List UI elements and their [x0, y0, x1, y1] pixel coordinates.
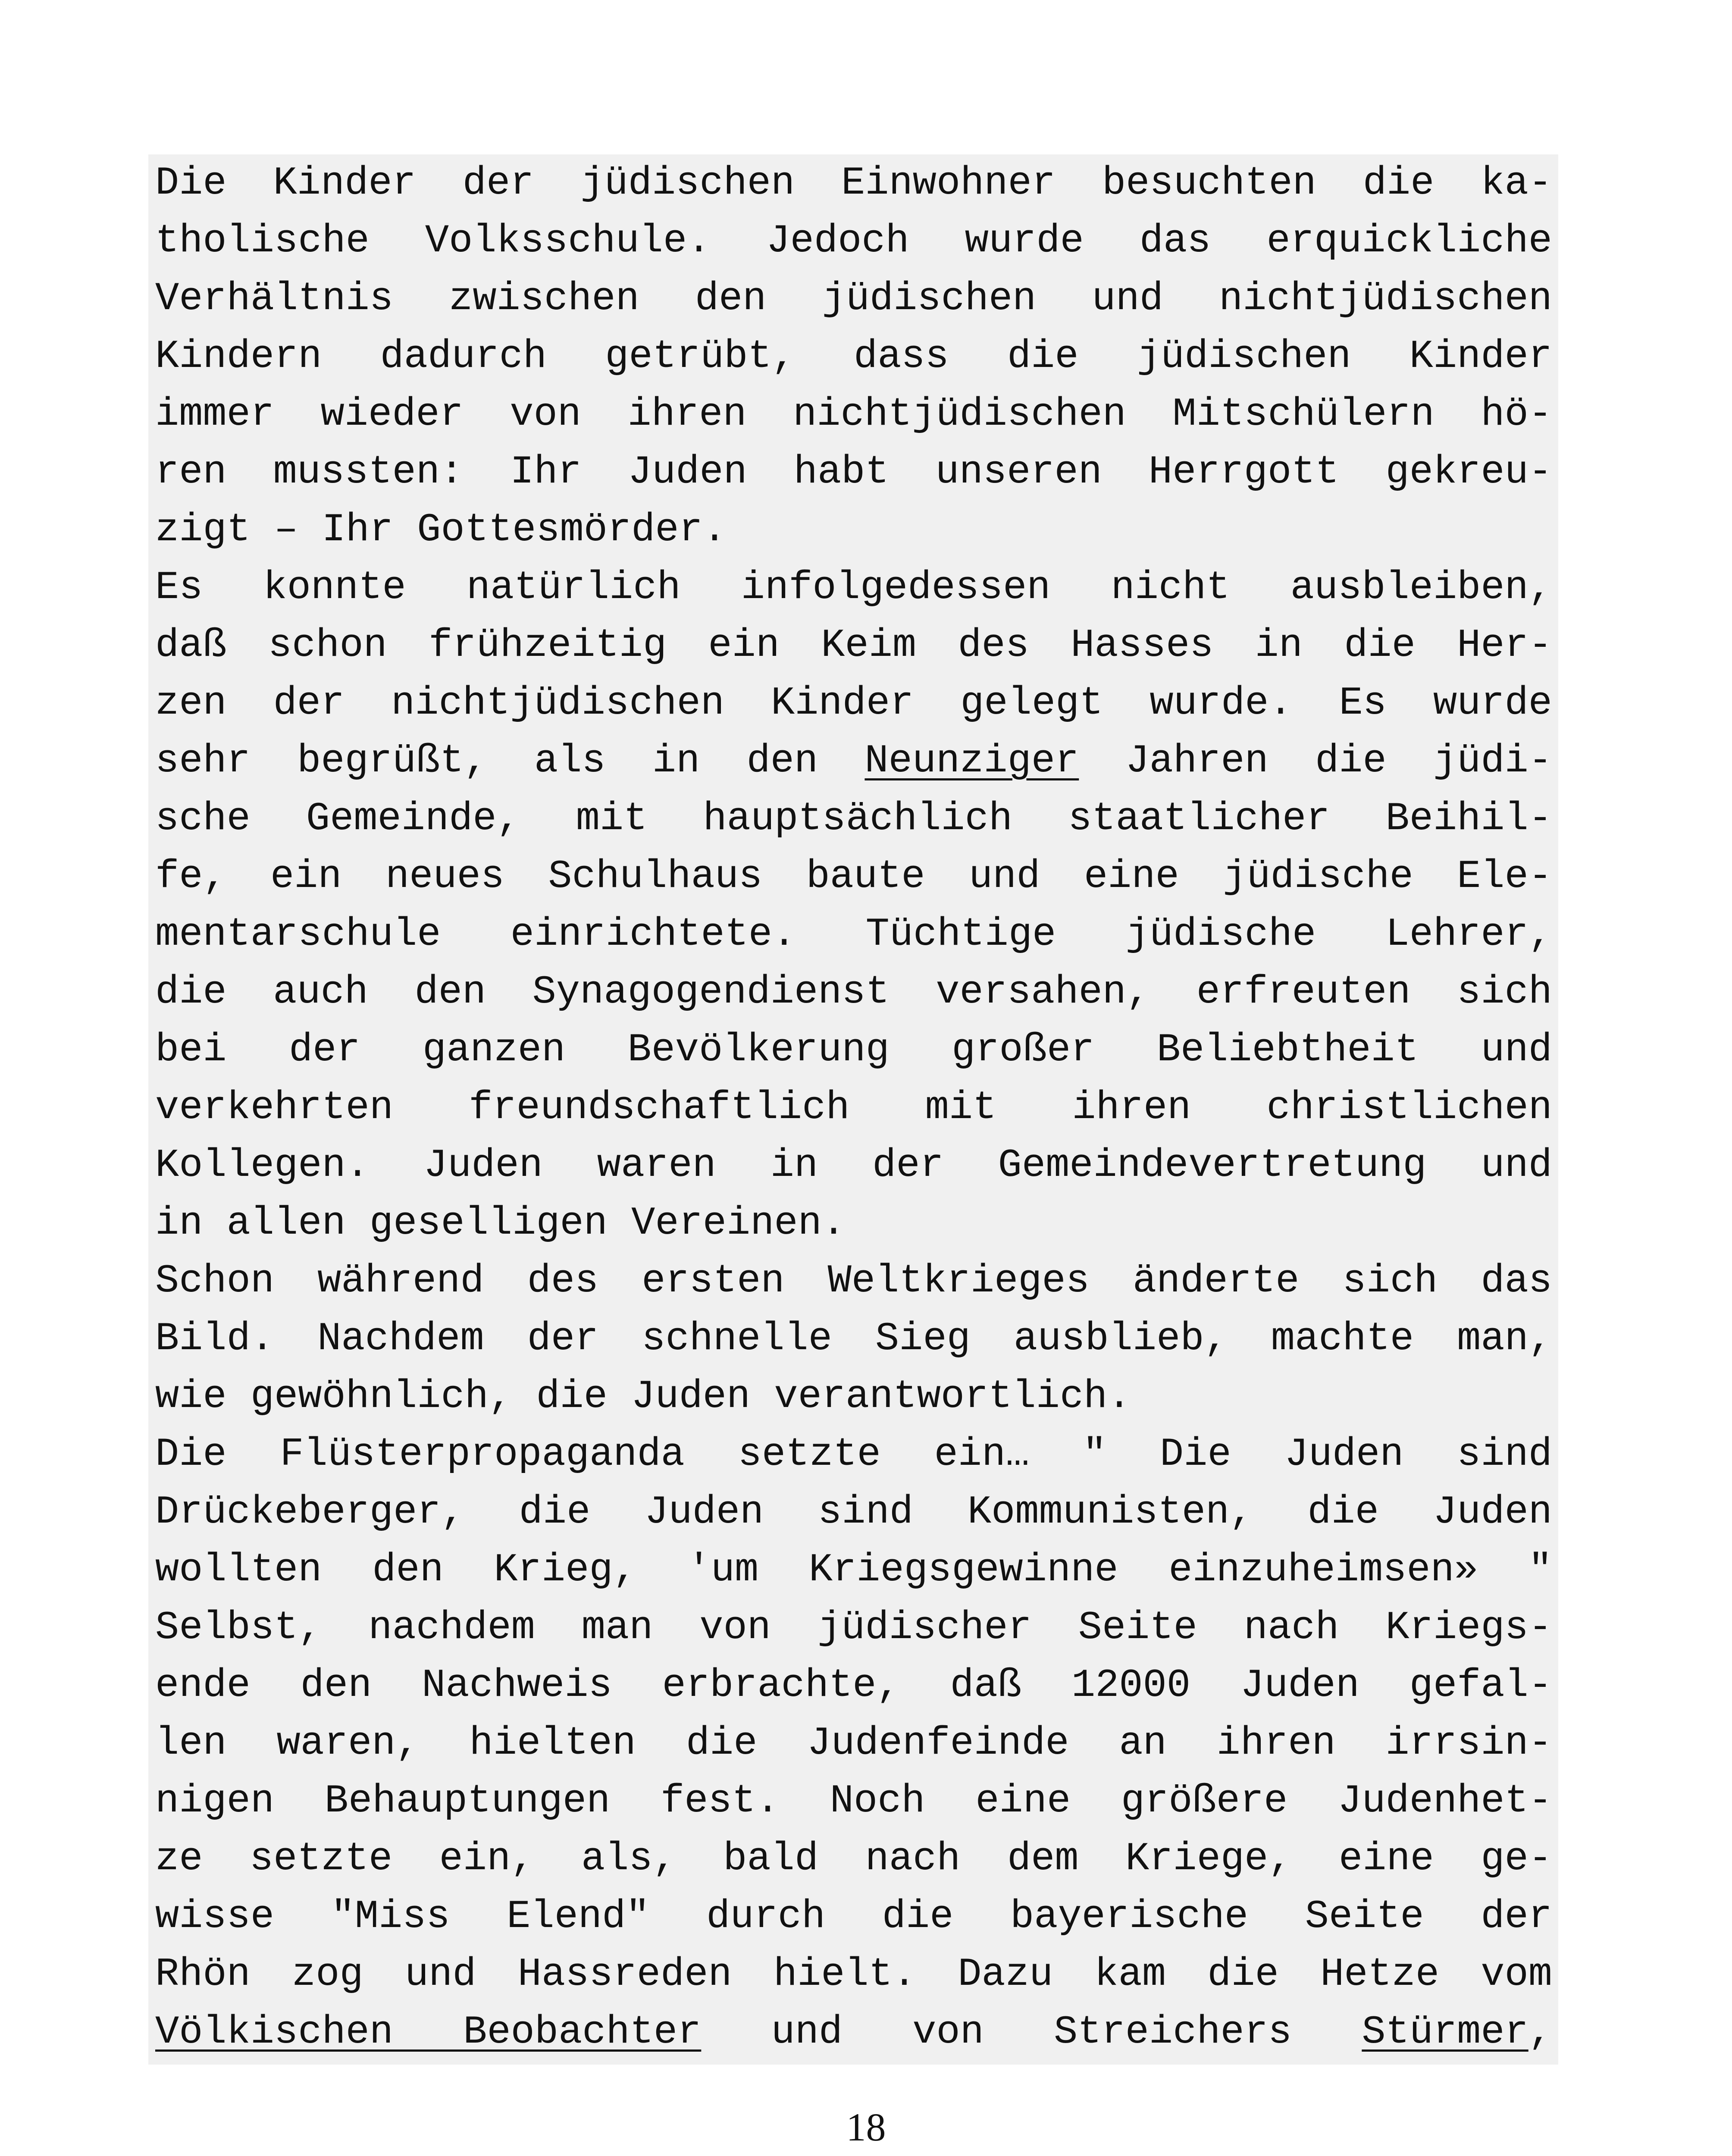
text-line: zen der nichtjüdischen Kinder gelegt wurde. Es wurde: [155, 680, 1552, 726]
text-line: Die Kinder der jüdischen Einwohner besuchten die ka-: [155, 160, 1552, 206]
text-line: fe, ein neues Schulhaus baute und eine jüdische Ele-: [155, 854, 1552, 899]
text-line: wisse "Miss Elend" durch die bayerische Seite der: [155, 1894, 1552, 1939]
text-line: mentarschule einrichtete. Tüchtige jüdische Lehrer,: [155, 912, 1552, 957]
text-segment: und von Streichers: [701, 2009, 1362, 2055]
text-line: Selbst, nachdem man von jüdischer Seite nach Kriegs-: [155, 1605, 1552, 1650]
text-line: Drückeberger, die Juden sind Kommunisten, die Juden: [155, 1489, 1552, 1535]
text-segment: ,: [1528, 2009, 1552, 2055]
text-line: in allen geselligen Vereinen.: [155, 1200, 846, 1246]
text-segment: Jahren die jüdi-: [1079, 738, 1552, 783]
text-line: Bild. Nachdem der schnelle Sieg ausblieb, machte man,: [155, 1316, 1552, 1361]
text-line: Die Flüsterpropaganda setzte ein… " Die Juden sind: [155, 1432, 1552, 1477]
text-line: ende den Nachweis erbrachte, daß 12000 Juden gefal-: [155, 1663, 1552, 1708]
text-line: len waren, hielten die Judenfeinde an ihren irrsin-: [155, 1720, 1552, 1766]
text-line: immer wieder von ihren nichtjüdischen Mitschülern hö-: [155, 392, 1552, 437]
text-line: bei der ganzen Bevölkerung großer Beliebtheit und: [155, 1027, 1552, 1072]
text-line: wollten den Krieg, 'um Kriegsgewinne einzuheimsen» ": [155, 1547, 1552, 1592]
underlined-term: Neunziger: [864, 738, 1079, 783]
text-line: nigen Behauptungen fest. Noch eine größere Judenhet-: [155, 1778, 1552, 1824]
text-line: Kollegen. Juden waren in der Gemeindevertretung und: [155, 1143, 1552, 1188]
text-line: Schon während des ersten Weltkrieges änderte sich das: [155, 1258, 1552, 1304]
text-line: daß schon frühzeitig ein Keim des Hasses in die Her-: [155, 623, 1552, 668]
text-line: Es konnte natürlich infolgedessen nicht ausbleiben,: [155, 565, 1552, 610]
text-line: zigt – Ihr Gottesmörder.: [155, 507, 727, 552]
underlined-term: Völkischen Beobachter: [155, 2009, 702, 2055]
text-line: verkehrten freundschaftlich mit ihren christlichen: [155, 1085, 1552, 1130]
text-line: die auch den Synagogendienst versahen, erfreuten sich: [155, 969, 1552, 1015]
text-line: tholische Volksschule. Jedoch wurde das erquickliche: [155, 218, 1552, 263]
text-line: Rhön zog und Hassreden hielt. Dazu kam die Hetze vom: [155, 1952, 1552, 1997]
text-line: [155, 2003, 1552, 2061]
text-line: Kindern dadurch getrübt, dass die jüdischen Kinder: [155, 334, 1552, 379]
text-line: [155, 732, 1552, 790]
text-line: ze setzte ein, als, bald nach dem Kriege, eine ge-: [155, 1836, 1552, 1881]
text-line: sche Gemeinde, mit hauptsächlich staatlicher Beihil-: [155, 796, 1552, 841]
text-line: ren mussten: Ihr Juden habt unseren Herrgott gekreu-: [155, 449, 1552, 495]
text-block: [148, 154, 1558, 2065]
underlined-term: Stürmer: [1362, 2009, 1528, 2055]
text-line: Verhältnis zwischen den jüdischen und nichtjüdischen: [155, 276, 1552, 321]
text-segment: sehr begrüßt, als in den: [155, 738, 865, 783]
page-number: 18: [846, 2105, 886, 2149]
text-line: wie gewöhnlich, die Juden verantwortlich.: [155, 1374, 1131, 1419]
